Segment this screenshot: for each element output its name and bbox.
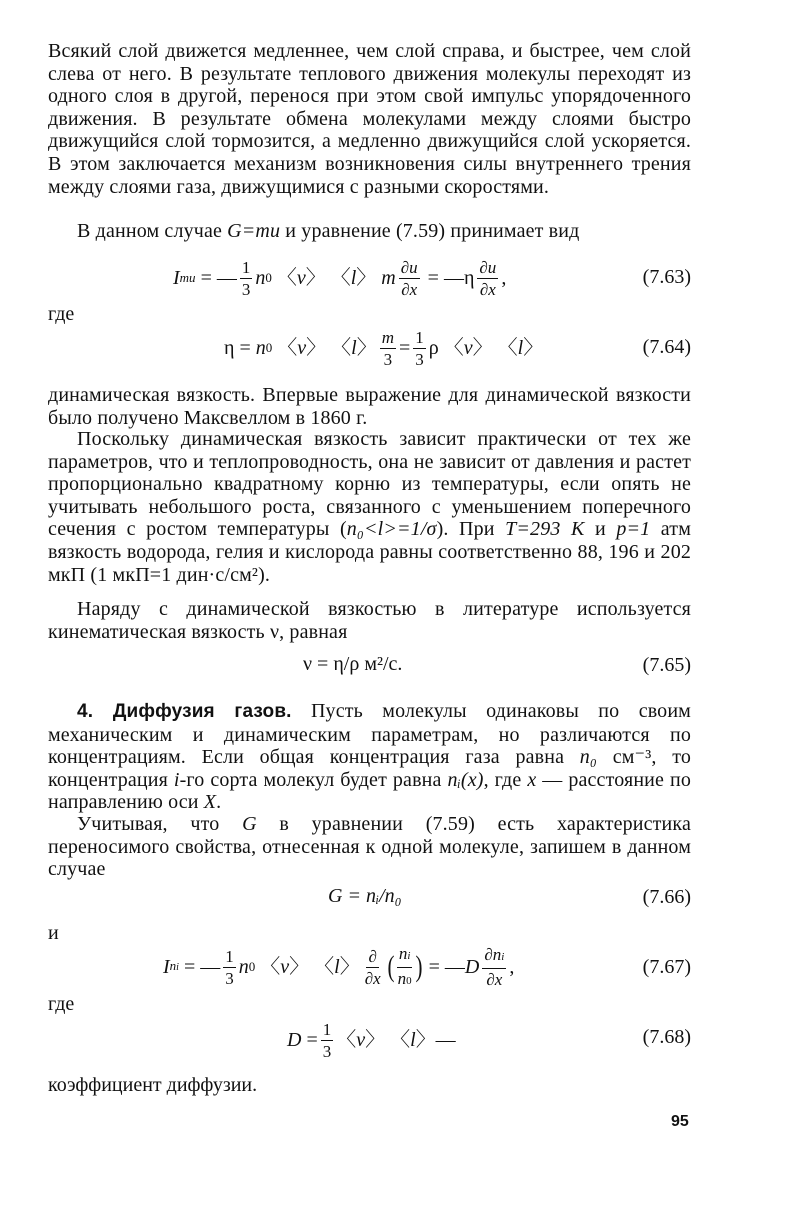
text-fragment: в уравнении (7.59) есть характеристика переносимого свойства, отнесенная к одной молекуле, запишем в данном случае <box>48 813 691 881</box>
equation-number-7-67: (7.67) <box>642 956 691 978</box>
equation-7-66 <box>328 884 402 908</box>
text-fragment: , где <box>483 768 528 791</box>
paragraph-dynamic-viscosity <box>48 384 691 429</box>
equation-text: ν = η/ρ м²/с. <box>303 653 403 675</box>
section-4-gas-diffusion <box>48 700 691 814</box>
equation-text: G = nᵢ/n₀ <box>328 885 402 907</box>
equation-7-67: I ni = — $\frac{1}{3}$ n 0 〈 v 〉 〈 l 〉 $\frac{\partial}{\partial x}$ ( $\frac{ni}{n0}$ ) = — D $\frac{\partial ni}{\partial x}$ , <box>163 943 515 989</box>
text-fragment: — расстояние по направлению оси <box>48 768 691 814</box>
inline-expression: i <box>173 768 180 791</box>
word-and: и <box>48 922 59 944</box>
text-fragment: Пусть молекулы одинаковы по своим механическим и динамическим параметрам, но различаются по концентрациям. Если общая концентрация газа равна <box>48 700 691 769</box>
inline-expression: X <box>203 791 217 814</box>
text-fragment: Учитывая, что <box>77 813 243 835</box>
equation-number-7-63: (7.63) <box>642 266 691 288</box>
text-fragment: и <box>584 518 617 541</box>
text-fragment: -го сорта молекул будет равна <box>179 768 448 791</box>
paragraph-kinematic-viscosity <box>48 598 691 643</box>
equation-number-7-64: (7.64) <box>642 336 691 358</box>
inline-expression: G <box>242 813 257 835</box>
paragraph-viscosity-dependence <box>48 428 691 586</box>
inline-expression: T=293 К <box>505 518 585 541</box>
word-where: где <box>48 303 75 325</box>
closing-line: коэффициент диффузии. <box>48 1074 258 1096</box>
paragraph-text: Наряду с динамической вязкостью в литературе используется кинематическая вязкость ν, равная <box>48 598 691 643</box>
text-fragment: атм вязкость водорода, гелия и кислорода равны соответственно 88, 196 и 202 мкП (1 мкП=1 дин·с/см²). <box>48 518 691 586</box>
text-fragment: Поскольку динамическая вязкость зависит практически от тех же параметров, что и теплопроводность, она не зависит от давления и растет пропорционально квадратному корню из температуры, если опять не учитывать небольшого роста, связанного с уменьшением поперечного сечения с ростом температуры ( <box>48 428 691 541</box>
text-fragment: ). При <box>436 518 506 541</box>
paragraph-text: Всякий слой движется медленнее, чем слой справа, и быстрее, чем слой слева от него. В результате теплового движения молекулы переходят из одного слоя в другой, перенося при этом свой импульс упорядоченного движения. В результате обмена молекулами между слоями быстро движущийся слой тормозится, а медленно движущийся слой ускоряется. В этом заключается механизм возникновения силы внутреннего трения между слоями газа, движущимися с разными скоростями. <box>48 40 691 198</box>
inline-expression: nᵢ(x) <box>447 768 484 791</box>
equation-number-7-66: (7.66) <box>642 886 691 908</box>
paragraph-intro-eq763 <box>48 220 691 243</box>
equation-7-65 <box>303 652 402 676</box>
page-number: 95 <box>671 1113 689 1130</box>
inline-expression: p=1 <box>616 518 651 541</box>
paragraph-text: динамическая вязкость. Впервые выражение для динамической вязкости было получено Максвеллом в 1860 г. <box>48 384 691 429</box>
equation-7-68: D = $\frac{1}{3}$ 〈 v 〉 〈 l 〉— <box>287 1019 456 1061</box>
equation-7-63: I mu = — $\frac{1}{3}$ n 0 〈 v 〉 〈 l 〉 m $\frac{\partial u}{\partial x}$ = —η $\frac{\partial u}{\partial x}$ , <box>173 257 507 299</box>
paragraph-friction-mechanism <box>48 40 691 198</box>
inline-expression: n₀<l>=1/σ <box>346 518 437 541</box>
text-fragment: см⁻³, то концентрация <box>48 746 691 791</box>
inline-expression: G=mu <box>227 220 281 242</box>
equation-number-7-65: (7.65) <box>642 654 691 676</box>
equation-7-64: η = n 0 〈 v 〉 〈 l 〉 $\frac{m}{3}$ = $\frac{1}{3}$ ρ 〈 v 〉 〈 l 〉 <box>224 327 544 369</box>
equation-number-7-68: (7.68) <box>642 1026 691 1048</box>
text-fragment: . <box>216 791 222 814</box>
section-title: 4. Диффузия газов. <box>77 701 292 722</box>
word-where: где <box>48 993 75 1015</box>
inline-expression: x <box>527 768 537 791</box>
text-fragment: В данном случае <box>77 220 228 242</box>
paragraph-diffusion-g <box>48 813 691 881</box>
text-fragment: и уравнение (7.59) принимает вид <box>280 220 580 242</box>
inline-expression: n₀ <box>579 746 598 769</box>
